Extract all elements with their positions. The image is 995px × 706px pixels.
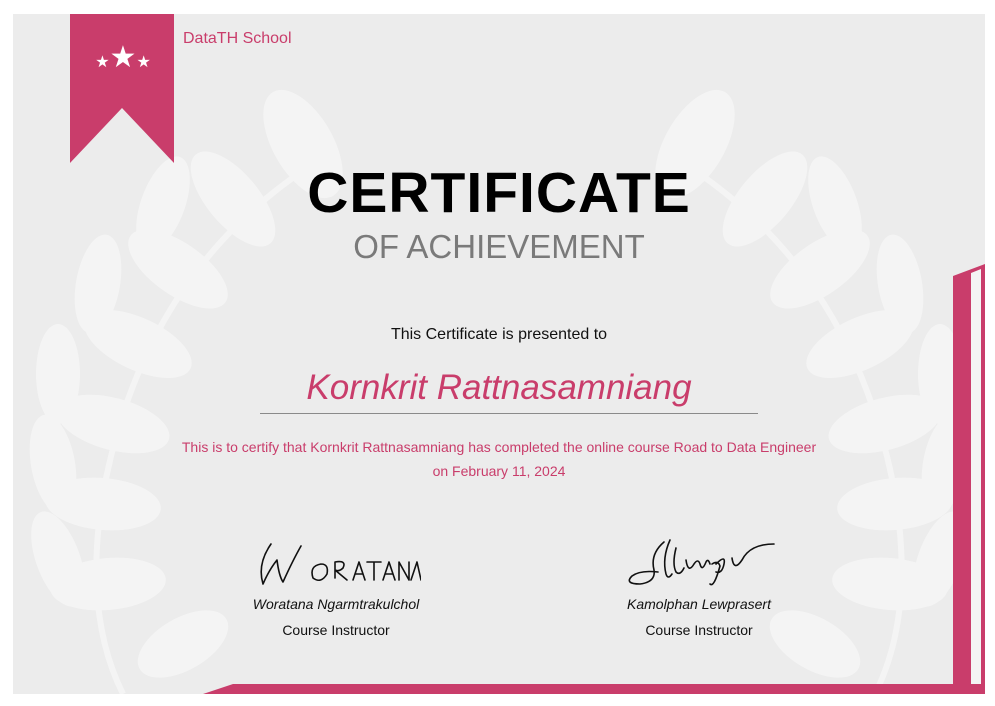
stars-icon: ★★★ <box>95 40 151 75</box>
signer-block-left <box>216 534 456 638</box>
certification-statement <box>13 435 985 483</box>
certificate-subtitle: OF ACHIEVEMENT <box>353 228 645 265</box>
signer-name: Woratana Ngarmtrakulchol <box>252 596 420 612</box>
signer-role: Course Instructor <box>645 622 753 638</box>
recipient-name: Kornkrit Rattnasamniang <box>306 368 692 407</box>
certificate-card <box>13 14 985 694</box>
handwritten-signature-kamolphan <box>614 534 784 590</box>
organization-name: DataTH School <box>183 30 292 47</box>
presented-to-text: This Certificate is presented to <box>390 326 608 343</box>
certificate-title: CERTIFICATE <box>307 161 691 225</box>
name-underline <box>260 413 758 414</box>
signer-name: Kamolphan Lewprasert <box>627 596 771 612</box>
statement-line-1: This is to certify that Kornkrit Rattnasamniang has completed the online course Road to Data Engineer <box>181 439 817 455</box>
ribbon-banner <box>70 14 174 163</box>
signer-role: Course Instructor <box>282 622 390 638</box>
handwritten-signature-woratana <box>251 534 421 590</box>
statement-line-2: on February 11, 2024 <box>432 463 566 479</box>
signer-block-right <box>579 534 819 638</box>
